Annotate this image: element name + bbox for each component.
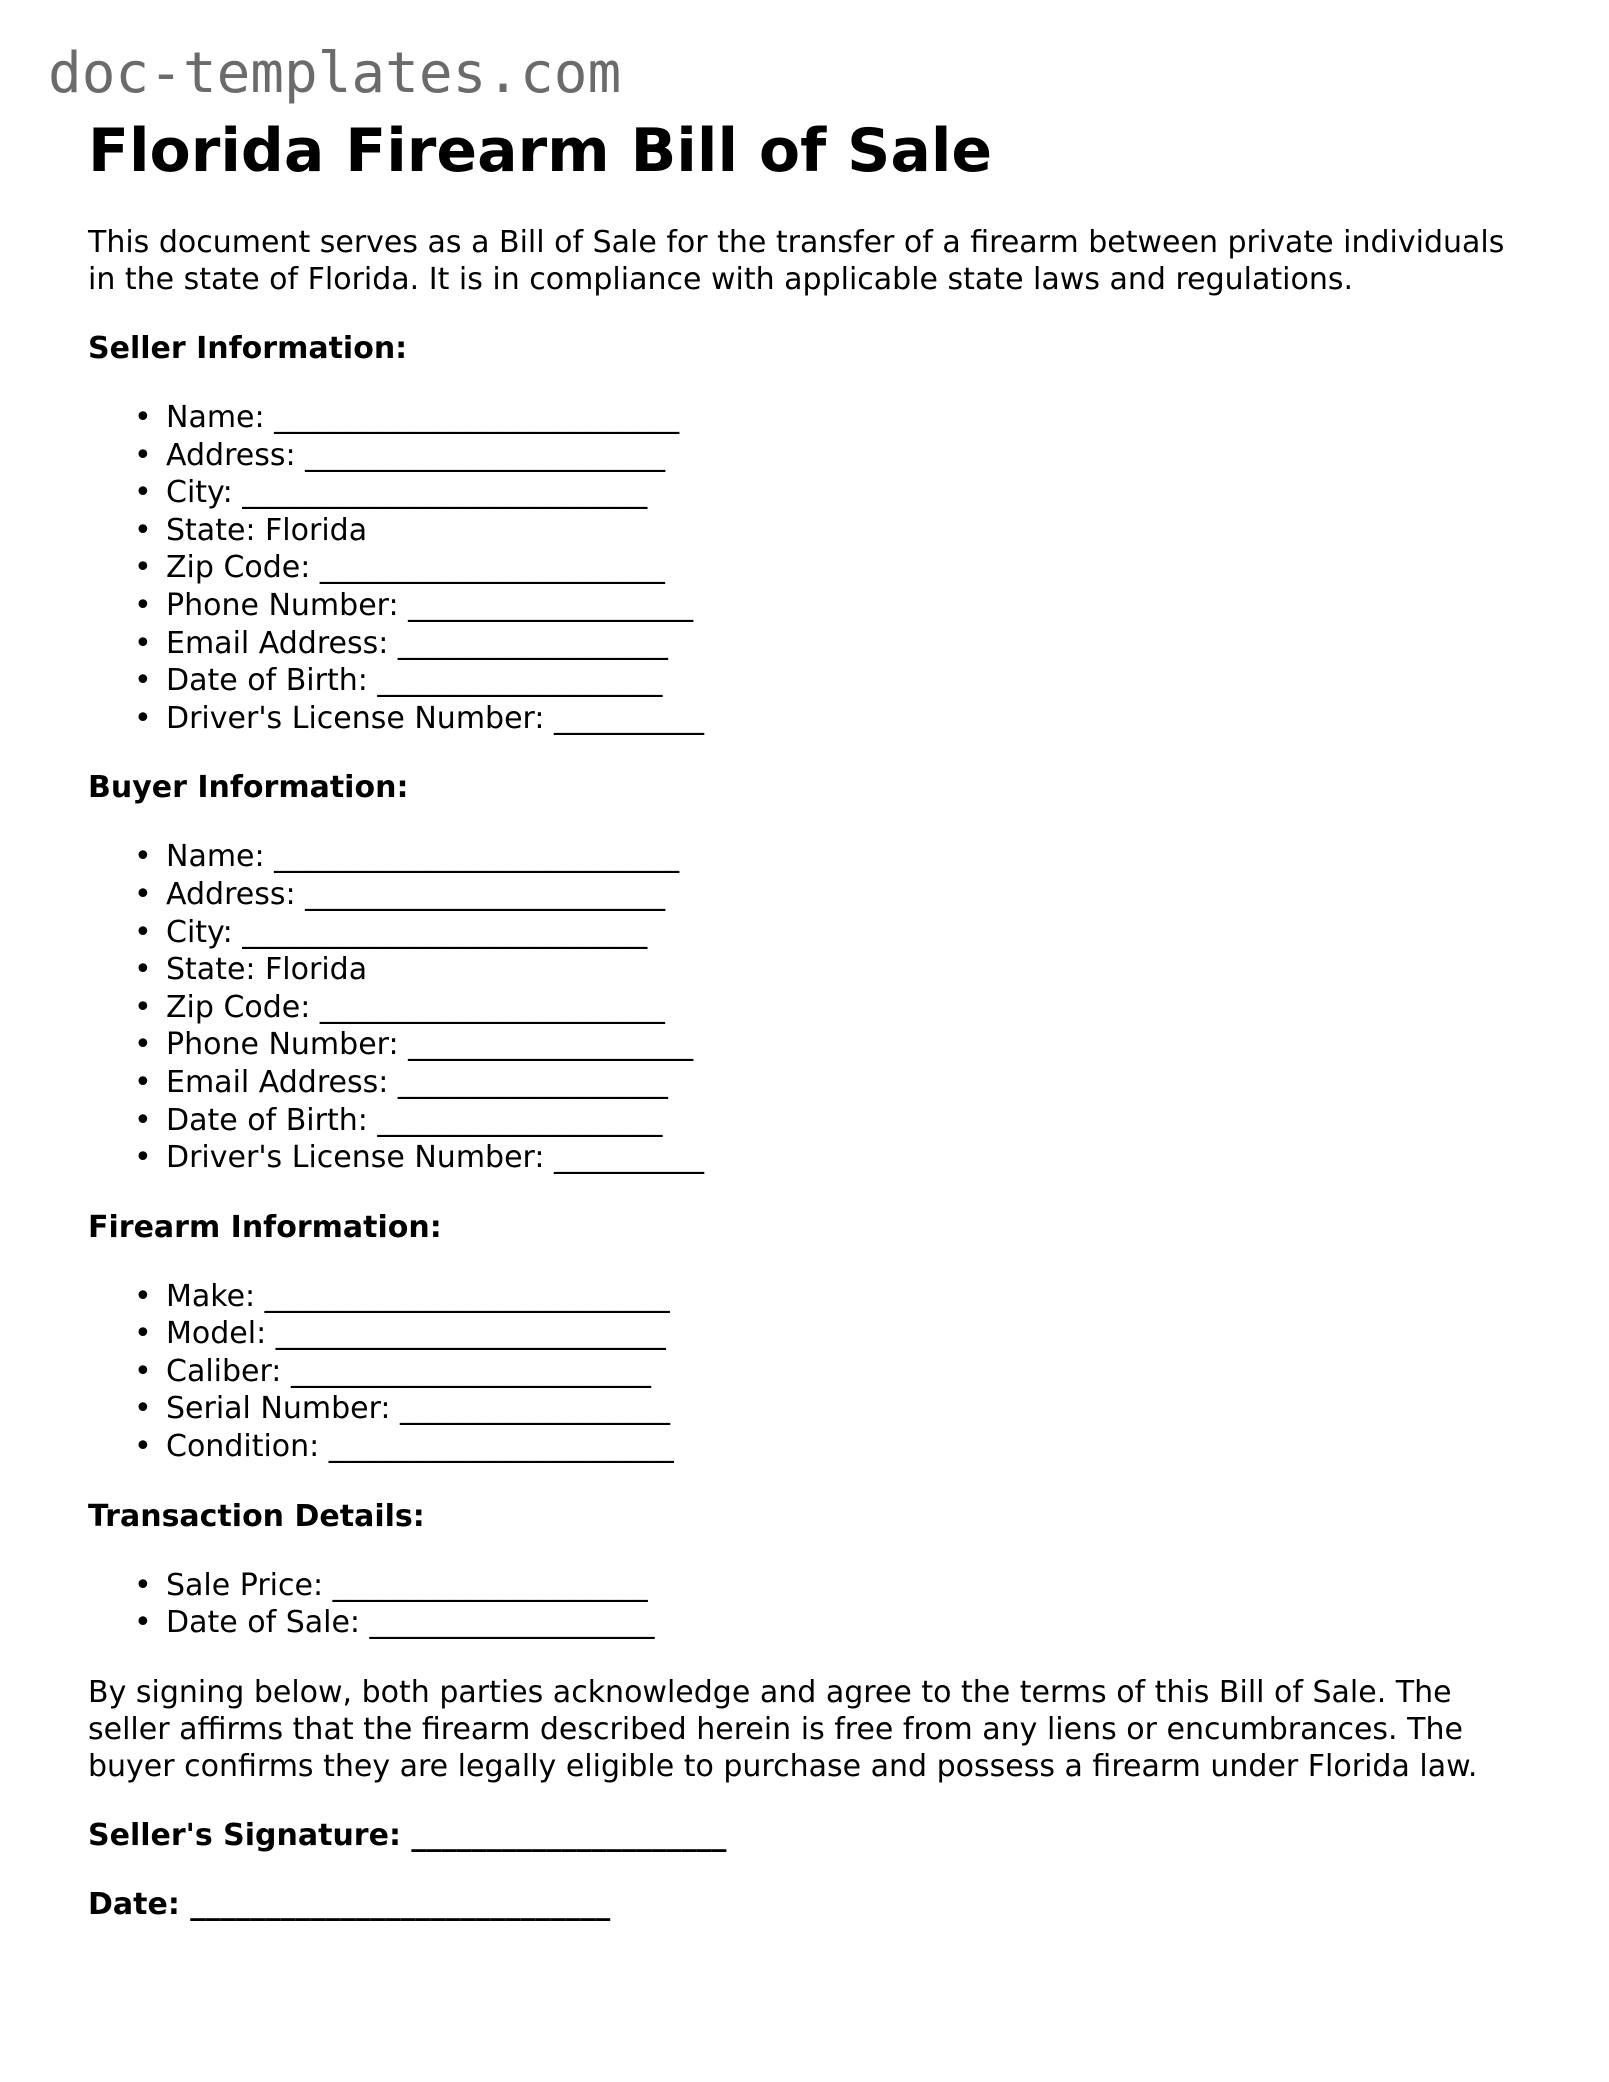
firearm-model-field: • Model: __________________________ xyxy=(134,1316,666,1352)
bullet-icon: • xyxy=(134,1353,152,1389)
bullet-icon: • xyxy=(134,550,152,586)
bullet-icon: • xyxy=(134,475,152,511)
bullet-icon: • xyxy=(134,1140,152,1176)
seller-zip-field: • Zip Code: _______________________ xyxy=(134,550,665,586)
buyer-address-field: • Address: ________________________ xyxy=(134,876,666,912)
buyer-section-heading: Buyer Information: xyxy=(88,770,409,806)
bullet-icon: • xyxy=(134,625,152,661)
seller-license-field: • Driver's License Number: __________ xyxy=(134,700,704,736)
bullet-icon: • xyxy=(134,989,152,1025)
bullet-icon: • xyxy=(134,1429,152,1465)
bullet-icon: • xyxy=(134,587,152,623)
firearm-section-heading: Firearm Information: xyxy=(88,1209,442,1245)
seller-state-field: • State: Florida xyxy=(134,512,368,548)
watermark-logo: doc-templates.com xyxy=(48,41,622,106)
bullet-icon: • xyxy=(134,1316,152,1352)
seller-phone-field: • Phone Number: ___________________ xyxy=(134,587,694,623)
buyer-state-field: • State: Florida xyxy=(134,952,368,988)
seller-dob-field: • Date of Birth: ___________________ xyxy=(134,663,663,699)
seller-field-list xyxy=(88,399,1528,737)
sale-price-field: • Sale Price: _____________________ xyxy=(134,1567,648,1603)
bullet-icon: • xyxy=(134,1027,152,1063)
bullet-icon: • xyxy=(134,1567,152,1603)
date-line: Date: ____________________________ xyxy=(88,1886,611,1922)
buyer-zip-field: • Zip Code: _______________________ xyxy=(134,989,665,1025)
buyer-name-field: • Name: ___________________________ xyxy=(134,839,680,875)
seller-address-field: • Address: ________________________ xyxy=(134,437,666,473)
bullet-icon: • xyxy=(134,914,152,950)
buyer-dob-field: • Date of Birth: ___________________ xyxy=(134,1102,663,1138)
closing-paragraph: By signing below, both parties acknowledge and agree to the terms of this Bill of Sale. The seller affirms that the firearm described herein is free from any liens or encumbrances. The buyer confirms they are legally eligible to purchase and possess a firearm under Florida law. xyxy=(88,1674,1478,1784)
bullet-icon: • xyxy=(134,437,152,473)
firearm-condition-field: • Condition: _______________________ xyxy=(134,1429,674,1465)
bullet-icon: • xyxy=(134,1391,152,1427)
buyer-city-field: • City: ___________________________ xyxy=(134,914,648,950)
firearm-caliber-field: • Caliber: ________________________ xyxy=(134,1353,651,1389)
bullet-icon: • xyxy=(134,1278,152,1314)
bullet-icon: • xyxy=(134,952,152,988)
document-body xyxy=(88,112,1528,1923)
firearm-make-field: • Make: ___________________________ xyxy=(134,1278,670,1314)
bullet-icon: • xyxy=(134,512,152,548)
bullet-icon: • xyxy=(134,663,152,699)
bullet-icon: • xyxy=(134,876,152,912)
firearm-serial-field: • Serial Number: __________________ xyxy=(134,1391,671,1427)
sale-date-field: • Date of Sale: ___________________ xyxy=(134,1605,655,1641)
buyer-field-list xyxy=(88,838,1528,1176)
seller-signature-line: Seller's Signature: _____________________ xyxy=(88,1817,727,1853)
document-title: Florida Firearm Bill of Sale xyxy=(88,116,993,186)
transaction-field-list xyxy=(88,1567,1528,1642)
buyer-email-field: • Email Address: __________________ xyxy=(134,1064,668,1100)
buyer-phone-field: • Phone Number: ___________________ xyxy=(134,1027,694,1063)
seller-name-field: • Name: ___________________________ xyxy=(134,400,680,435)
intro-paragraph: This document serves as a Bill of Sale for the transfer of a firearm between private individuals in the state of Florida. It is in compliance with applicable state laws and regulations. xyxy=(88,225,1505,297)
seller-section-heading: Seller Information: xyxy=(88,331,408,366)
bullet-icon: • xyxy=(134,1605,152,1641)
firearm-field-list xyxy=(88,1278,1528,1466)
seller-email-field: • Email Address: __________________ xyxy=(134,625,668,661)
seller-city-field: • City: ___________________________ xyxy=(134,475,648,511)
bullet-icon: • xyxy=(134,1064,152,1100)
bullet-icon: • xyxy=(134,1102,152,1138)
transaction-section-heading: Transaction Details: xyxy=(88,1498,425,1534)
bullet-icon: • xyxy=(134,839,152,875)
buyer-license-field: • Driver's License Number: __________ xyxy=(134,1140,704,1176)
bullet-icon: • xyxy=(134,700,152,736)
bullet-icon: • xyxy=(134,400,152,435)
